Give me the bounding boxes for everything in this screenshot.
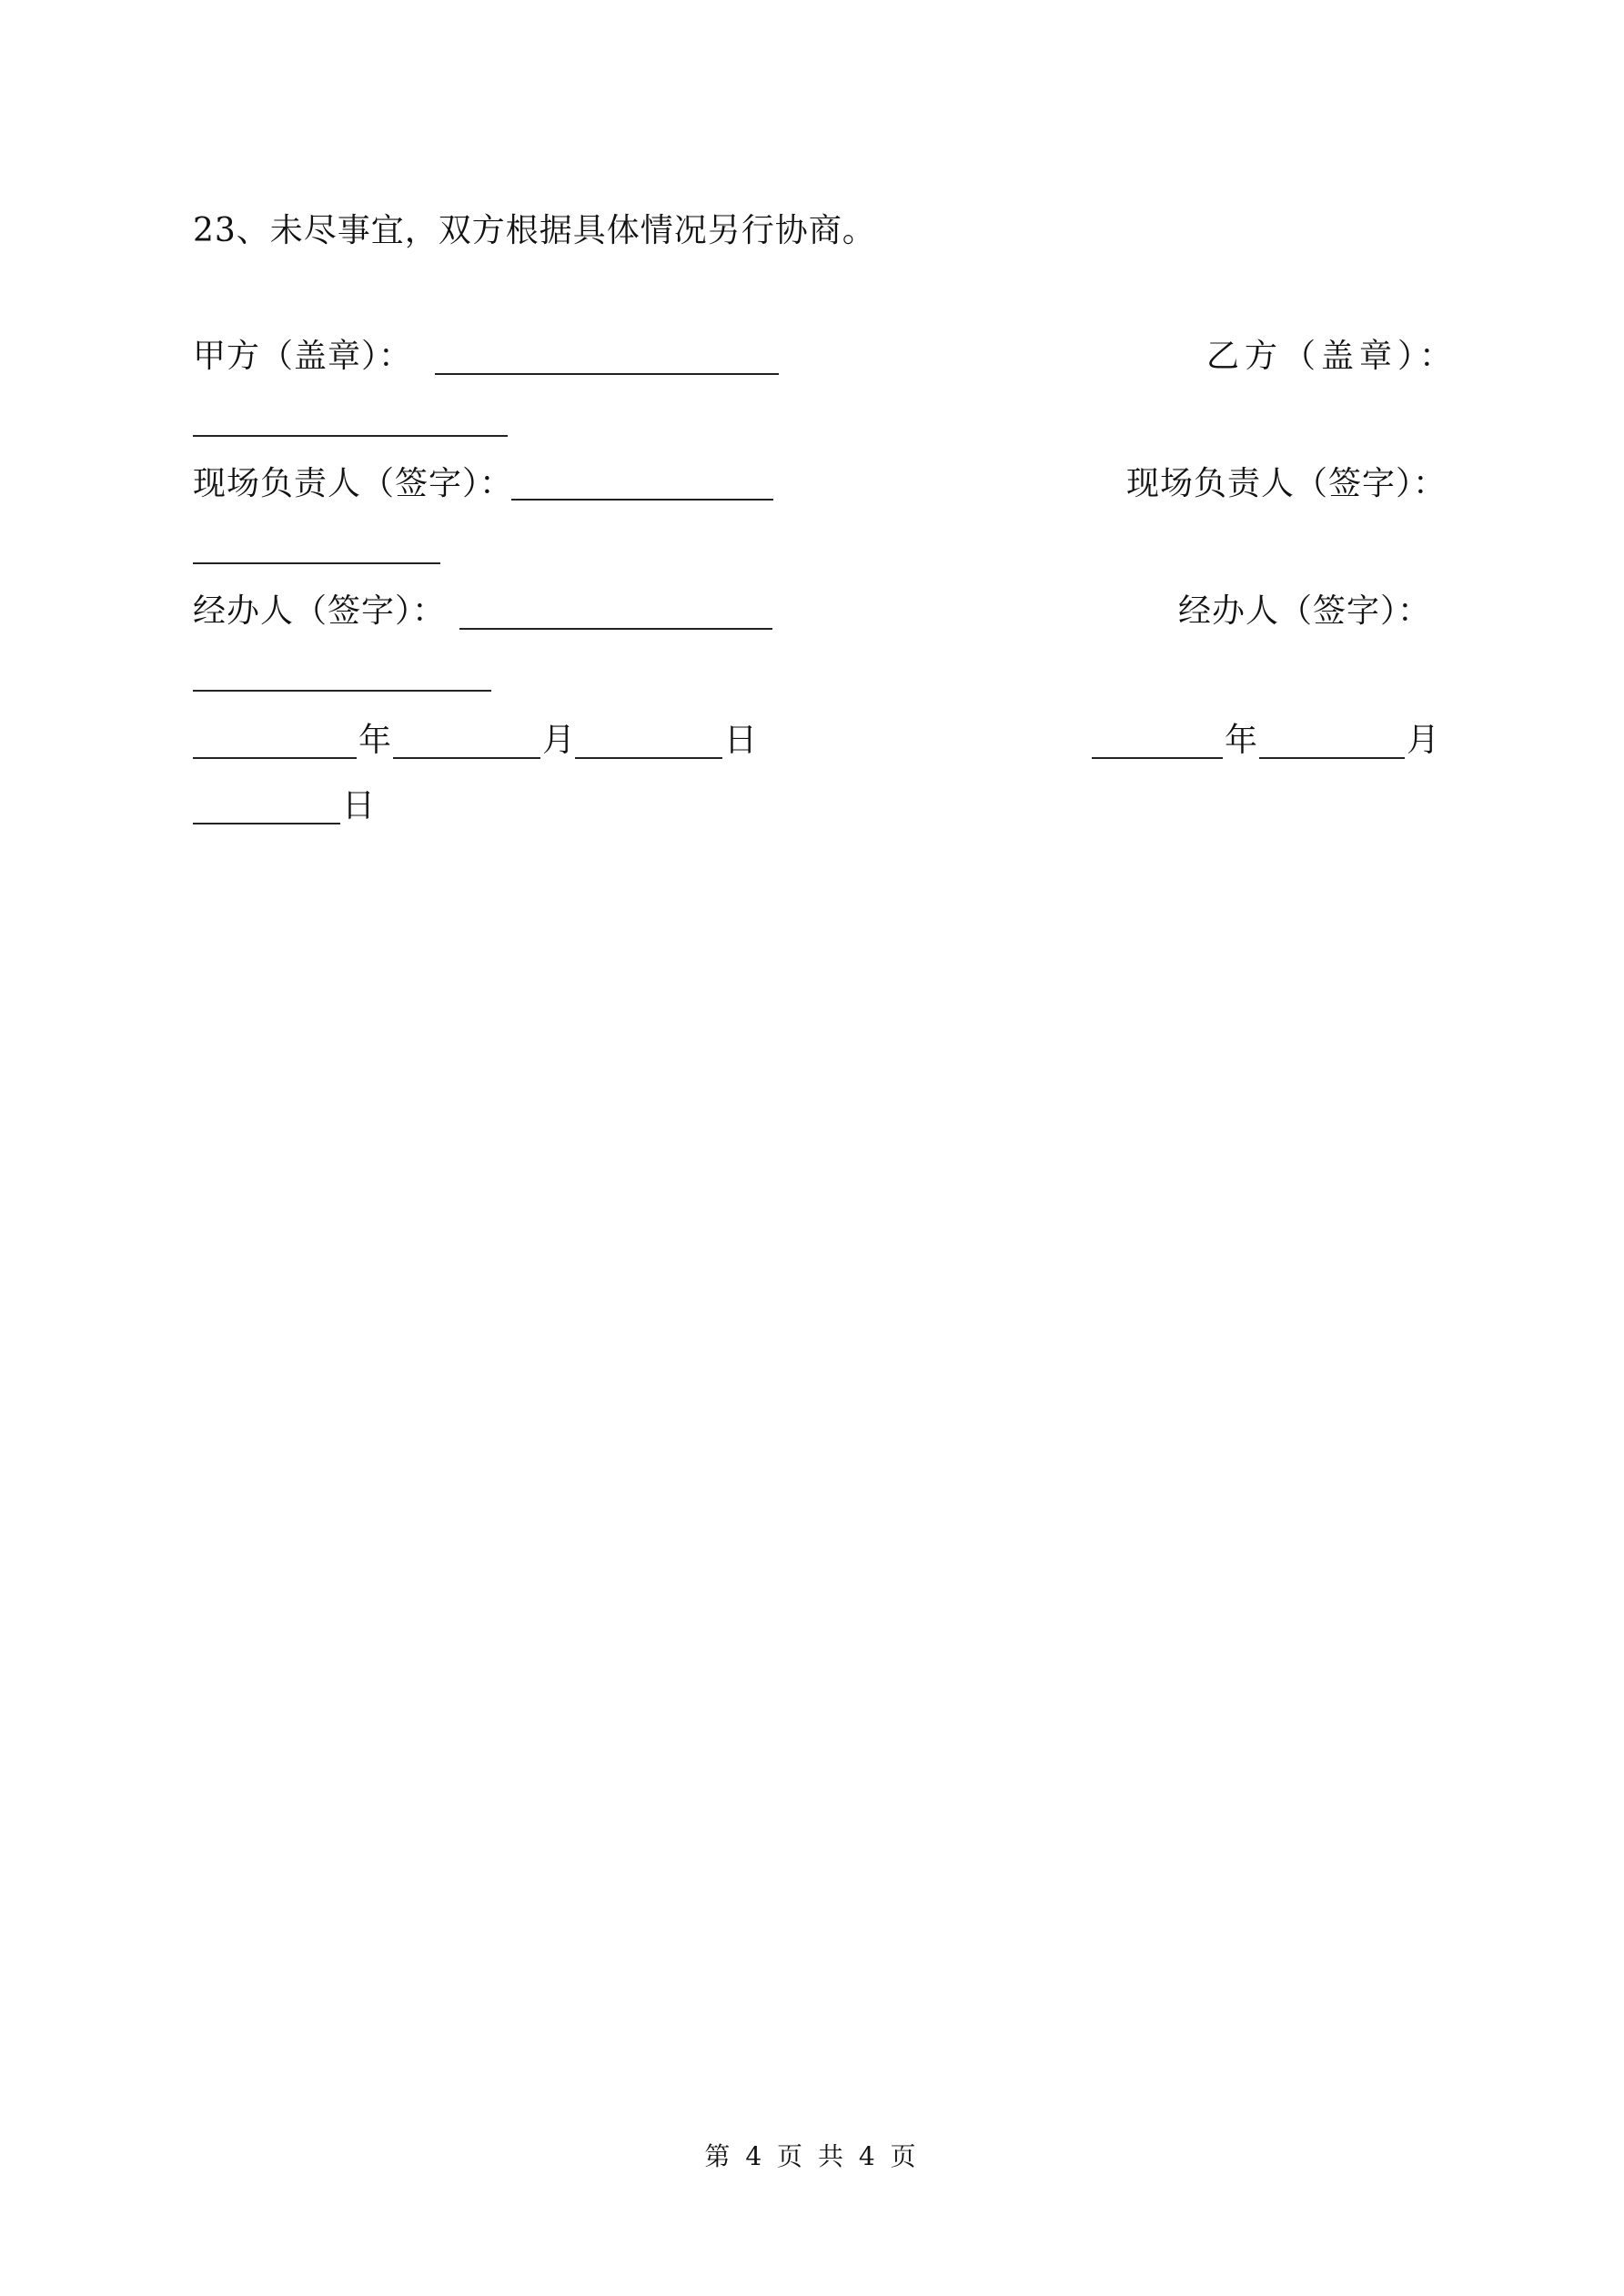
date-b-year-line[interactable] bbox=[1092, 757, 1223, 759]
party-a-seal-line[interactable] bbox=[435, 373, 779, 375]
handler-a-line[interactable] bbox=[459, 628, 772, 630]
date-b-month-label: 月 bbox=[1407, 722, 1441, 759]
party-b-seal-label: 乙方（盖章）： bbox=[1206, 338, 1458, 375]
site-manager-b-line[interactable] bbox=[193, 562, 440, 564]
date-b-year-label: 年 bbox=[1225, 722, 1259, 759]
date-a-month-line[interactable] bbox=[393, 757, 540, 759]
handler-a-label: 经办人（签字）： bbox=[193, 592, 447, 630]
date-b-day-label: 日 bbox=[342, 787, 377, 824]
date-a-day-line[interactable] bbox=[575, 757, 722, 759]
handler-b-line[interactable] bbox=[193, 690, 491, 692]
party-a-seal-label: 甲方（盖章）： bbox=[193, 338, 413, 375]
site-manager-a-label: 现场负责人（签字）： bbox=[193, 465, 514, 502]
page-number-footer: 第 4 页 共 4 页 bbox=[704, 2141, 920, 2171]
date-b-month-line[interactable] bbox=[1259, 757, 1405, 759]
site-manager-a-line[interactable] bbox=[511, 499, 773, 501]
party-b-seal-line[interactable] bbox=[193, 435, 508, 437]
date-a-month-label: 月 bbox=[542, 722, 577, 759]
date-a-day-label: 日 bbox=[724, 722, 759, 759]
handler-b-label: 经办人（签字）： bbox=[1178, 592, 1432, 630]
site-manager-b-label: 现场负责人（签字）： bbox=[1126, 465, 1447, 502]
date-a-year-label: 年 bbox=[358, 722, 393, 759]
date-b-day-line[interactable] bbox=[193, 823, 340, 824]
date-a-year-line[interactable] bbox=[193, 757, 357, 759]
clause-23: 23、未尽事宜，双方根据具体情况另行协商。 bbox=[193, 212, 876, 249]
